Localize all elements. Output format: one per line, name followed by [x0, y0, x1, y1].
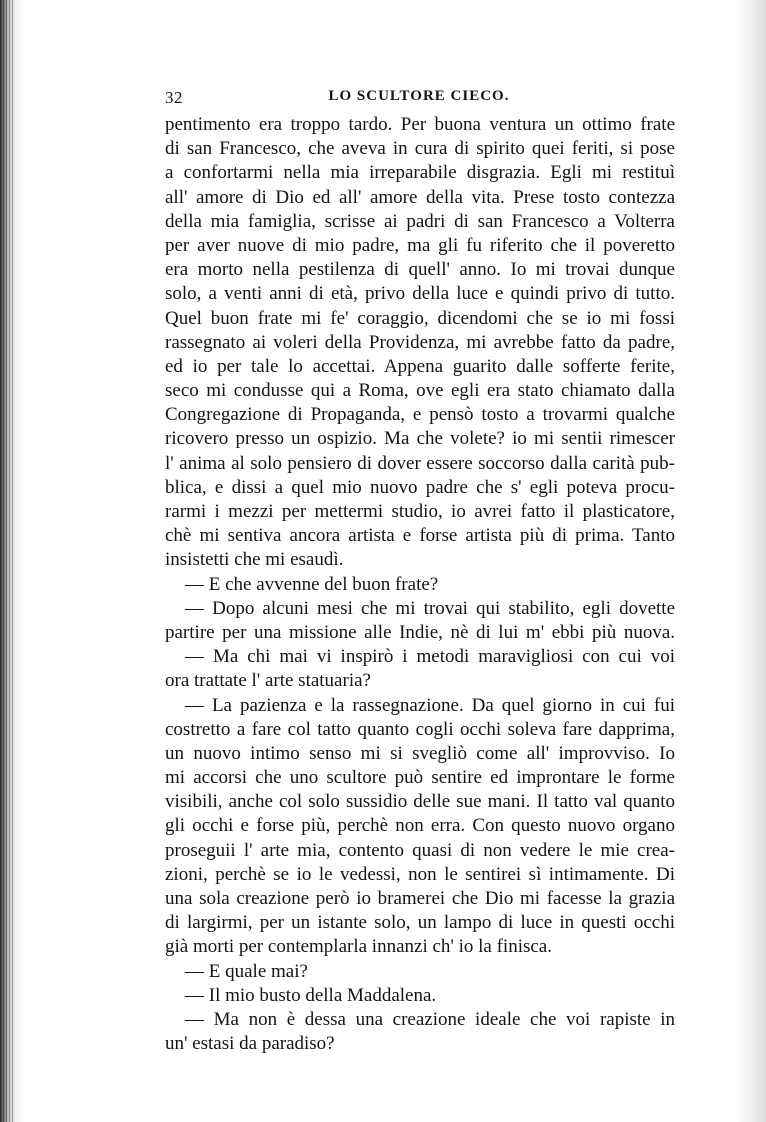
body-text: [165, 113, 675, 1056]
dialogue-line: — Ma non è dessa una creazione ideale che voi rapiste in: [185, 1008, 675, 1030]
text-line: rarmi i mezzi per mettermi studio, io avrei fatto il plasticatore,: [165, 501, 675, 522]
text-line: a confortarmi nella mia irreparabile disgrazia. Egli mi restituì: [165, 162, 675, 184]
text-line: della mia famiglia, scrisse ai padri di san Francesco a Volterra: [165, 210, 675, 232]
dialogue-line: — Ma chi mai vi inspirò i metodi maravigliosi con cui voi: [185, 646, 675, 668]
text-line: ricovero presso un ospizio. Ma che volete? io mi sentii rimescer: [165, 428, 675, 450]
text-line: seco mi condusse qui a Roma, ove egli era stato chiamato dalla: [165, 380, 675, 402]
page-number: 32: [165, 88, 183, 107]
text-line: visibili, anche col solo sussidio delle sue mani. Il tatto val quanto: [165, 791, 675, 813]
text-line: di san Francesco, che aveva in cura di spirito quei feriti, si pose: [165, 138, 675, 160]
text-line: partire per una missione alle Indie, nè di lui m' ebbi più nuova.: [165, 621, 675, 643]
dialogue-line: — La pazienza e la rassegnazione. Da quel giorno in cui fui: [185, 694, 675, 716]
text-line: per aver nuove di mio padre, ma gli fu riferito che il poveretto: [165, 234, 675, 256]
text-line: all' amore di Dio ed all' amore della vita. Prese tosto contezza: [165, 186, 675, 208]
text-line: già morti per contemplarla innanzi ch' io la finisca.: [165, 936, 552, 958]
text-line: un nuovo intimo senso mi si svegliò come all' improvviso. Io: [165, 742, 675, 764]
text-line: chè mi sentiva ancora artista e forse artista più di prima. Tanto: [165, 525, 675, 547]
text-line: costretto a fare col tatto quanto cogli occhi soleva fare dapprima,: [165, 718, 675, 740]
text-line: ora trattate l' arte statuaria?: [165, 670, 371, 692]
text-line: una sola creazione però io bramerei che Dio mi facesse la grazia: [165, 888, 675, 909]
dialogue-line: — Dopo alcuni mesi che mi trovai qui stabilito, egli dovette: [185, 597, 675, 619]
text-line: era morto nella pestilenza di quell' anno. Io mi trovai dunque: [165, 259, 675, 281]
book-spine-edge: [0, 0, 14, 1122]
text-line: pentimento era troppo tardo. Per buona ventura un ottimo frate: [165, 114, 675, 135]
text-line: mi accorsi che uno scultore può sentire ed improntare le forme: [165, 767, 675, 789]
text-line: l' anima al solo pensiero di dover essere soccorso dalla carità pub-: [165, 452, 675, 474]
text-line: solo, a venti anni di età, privo della luce e quindi privo di tutto.: [165, 283, 675, 305]
text-line: zioni, perchè se io le vedessi, non le sentirei sì intimamente. Di: [165, 863, 675, 885]
text-line: insistetti che mi esaudì.: [165, 549, 344, 571]
dialogue-line: — Il mio busto della Maddalena.: [185, 984, 437, 1006]
dialogue-line: — E che avvenne del buon frate?: [185, 573, 439, 595]
running-title: LO SCULTORE CIECO.: [328, 88, 510, 104]
text-line: di largirmi, per un istante solo, un lampo di luce in questi occhi: [165, 912, 675, 934]
text-line: Congregazione di Propaganda, e pensò tosto a trovarmi qualche: [165, 404, 675, 426]
text-line: ed io per tale lo accettai. Appena guarito dalle sofferte ferite,: [165, 355, 675, 377]
text-line: un' estasi da paradiso?: [165, 1033, 335, 1055]
text-line: proseguii l' arte mia, contento quasi di non vedere le mie crea-: [165, 839, 675, 861]
text-line: Quel buon frate mi fe' coraggio, dicendomi che se io mi fossi: [165, 307, 675, 329]
dialogue-line: — E quale mai?: [185, 960, 308, 982]
text-line: gli occhi e forse più, perchè non erra. Con questo nuovo organo: [165, 815, 675, 837]
text-line: blica, e dissi a quel mio nuovo padre che s' egli poteva procu-: [165, 476, 675, 498]
page-header: [165, 88, 673, 112]
text-line: rassegnato ai voleri della Providenza, mi avrebbe fatto da padre,: [165, 331, 675, 353]
